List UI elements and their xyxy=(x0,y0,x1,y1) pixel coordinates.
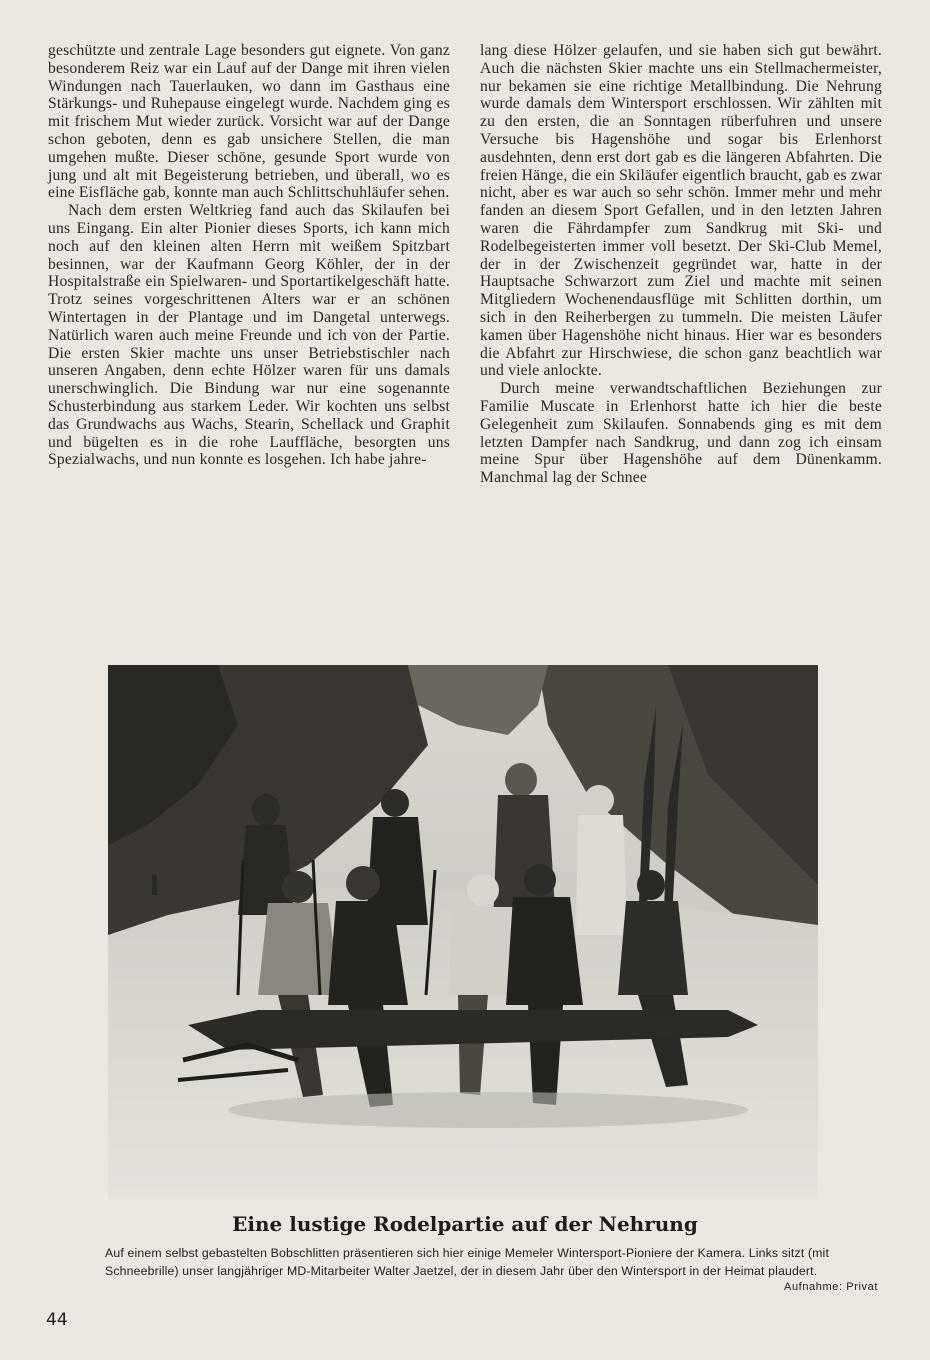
photo-caption-text: Auf einem selbst gebastelten Bobschlitten präsentieren sich hier einige Memeler Wintersport-Pioniere der Kamera. Links sitzt (mit Schneebrille) unser langjähriger MD-Mitarbeiter Walter Jaetzel, der in diesem Jahr über den Wintersport in der Heimat plaudert. xyxy=(105,1246,830,1279)
sled-group-photo xyxy=(108,665,818,1199)
photo-illustration xyxy=(108,665,818,1199)
article-paragraph: Nach dem ersten Weltkrieg fand auch das Skilaufen bei uns Eingang. Ein alter Pionier dieses Sports, ich kann mich noch auf den kleinen alten Herrn mit weißem Spitzbart besinnen, war der Kaufmann Georg Köhler, der in der Hospitalstraße ein Spielwaren- und Sportartikelgeschäft hatte. Trotz seines vorgeschrittenen Alters war er an schönen Wintertagen in der Plantage und im Dangetal unterwegs. Natürlich waren auch meine Freunde und ich von der Partie. Die ersten Skier machte uns unser Betriebstischler nach unseren Angaben, denn echte Hölzer waren für uns damals unerschwinglich. Die Bindung war nur eine sogenannte Schusterbindung aus starkem Leder. Wir kochten uns selbst das Grundwachs aus Wachs, Stearin, Schellack und Graphit und bügelten es in die rohe Lauffläche, besorgten uns Spezialwachs, und nun konnte es losgehen. Ich habe jahre- xyxy=(48,202,450,469)
article-column-left xyxy=(48,42,450,469)
photo-credit: Aufnahme: Privat xyxy=(784,1281,878,1293)
article-paragraph: Durch meine verwandtschaftlichen Beziehungen zur Familie Muscate in Erlenhorst hatte ich hier die beste Gelegenheit zum Skilaufen. Sonnabends ging es mit dem letzten Dampfer nach Sandkrug, und dann zog ich einsam meine Spur über Hagenshöhe auf dem Dünenkamm. Manchmal lag der Schnee xyxy=(480,380,882,487)
article-paragraph: geschützte und zentrale Lage besonders gut eignete. Von ganz besonderem Reiz war ein Lauf auf der Dange mit ihren vielen Windungen nach Tauerlauken, wo dann im Gasthaus eine Stärkungs- und Ruhepause eingelegt wurde. Nachdem ging es mit frischem Mut wieder zurück. Vorsicht war auf der Dange schon geboten, denn es gab unsichere Stellen, die man umgehen mußte. Dieser schöne, gesunde Sport wurde von jung und alt mit Begeisterung betrieben, und überall, wo es eine Eisfläche gab, konnte man auch Schlittschuhläufer sehen. xyxy=(48,42,450,202)
photo-caption-title: Eine lustige Rodelpartie auf der Nehrung xyxy=(232,1212,698,1236)
article-column-right xyxy=(480,42,882,487)
page-number: 44 xyxy=(46,1310,68,1330)
article-paragraph: lang diese Hölzer gelaufen, und sie haben sich gut bewährt. Auch die nächsten Skier machte uns ein Stellmachermeister, nur bekamen sie eine richtige Metallbindung. Die Nehrung wurde damals dem Wintersport erschlossen. Wir zählten mit zu den ersten, die an Sonntagen rüberfuhren und unsere Versuche bis Hagenshöhe und sogar bis Erlenhorst ausdehnten, denn erst dort gab es die längeren Abfahrten. Die freien Hänge, die ein Skiläufer eigentlich braucht, gab es zwar nicht, aber es war auch so sehr schön. Immer mehr und mehr fanden an diesem Sport Gefallen, und in den letzten Jahren waren die Fährdampfer zum Sandkrug mit Ski- und Rodelbegeisterten immer voll besetzt. Der Ski-Club Memel, der in der Zwischenzeit gegründet war, hatte in der Hauptsache Schwarzort zum Ziel und machte mit seinen Mitgliedern Wochenendausflüge mit Schlitten dorthin, um sich in den Reiherbergen zu tummeln. Die meisten Läufer kamen über Hagenshöhe nicht hinaus. Hier war es besonders die Abfahrt zur Hirschwiese, die schon ganz beachtlich war und viele anlockte. xyxy=(480,42,882,380)
